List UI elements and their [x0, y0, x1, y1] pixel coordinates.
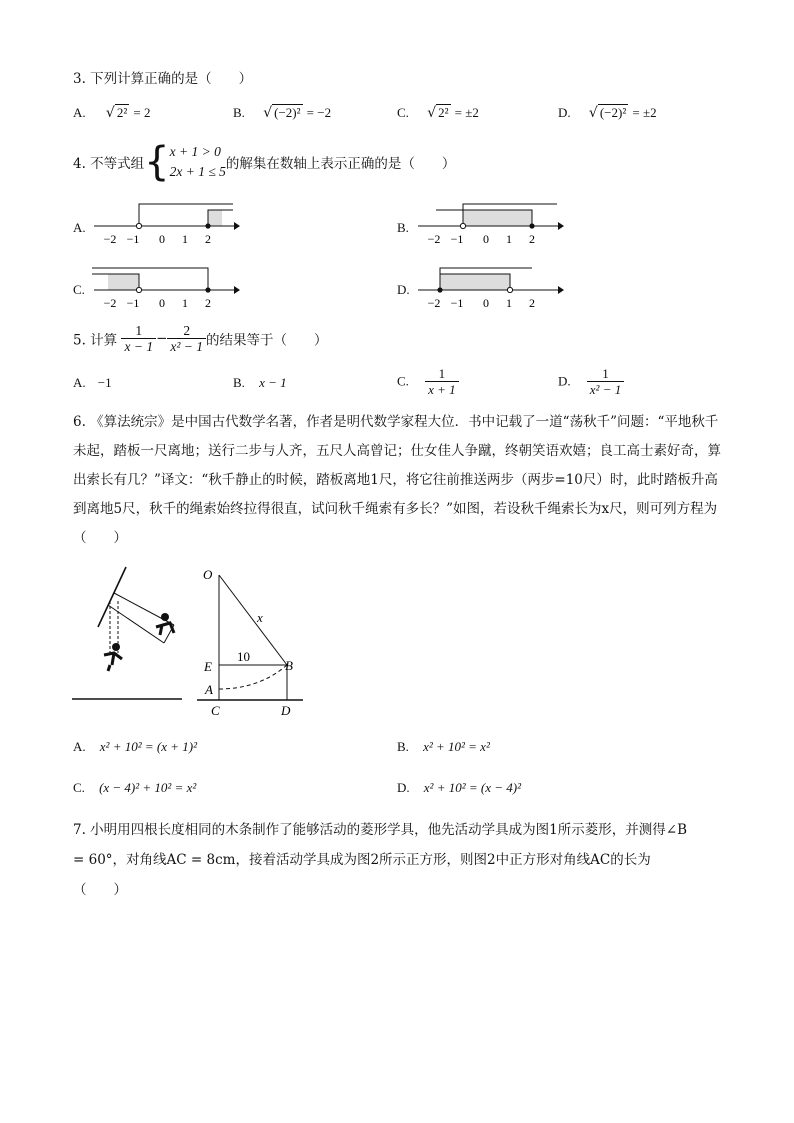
minus-sign: −: [156, 330, 168, 347]
shaded-region: [440, 274, 510, 290]
rope-line: [108, 605, 164, 643]
q5-prefix: 5. 计算: [73, 332, 118, 349]
option-label: C.: [397, 373, 409, 389]
q4-option-d-numberline[interactable]: [412, 262, 572, 314]
numerator: 1: [121, 323, 156, 339]
q4-option-d-label[interactable]: D.: [397, 282, 410, 297]
option-label: D.: [397, 780, 410, 795]
option-equation: x² + 10² = (x − 4)²: [423, 780, 521, 795]
arrow-icon: [234, 222, 240, 230]
numerator: 2: [167, 323, 206, 339]
tick-label: −1: [450, 232, 464, 246]
denominator: x² − 1: [589, 382, 622, 397]
tick-label: 2: [205, 296, 211, 310]
radical-sign: √: [427, 105, 437, 121]
tick-label: 2: [205, 232, 211, 246]
tick-label: −2: [103, 232, 117, 246]
q3-option-d[interactable]: [558, 104, 657, 121]
arrow-icon: [558, 222, 564, 230]
numerator: 1: [587, 366, 624, 382]
option-label: D.: [558, 105, 571, 120]
solid-dot: [437, 287, 442, 292]
q3-stem: 3. 下列计算正确的是（ ）: [73, 71, 253, 87]
q4-stem: [73, 139, 456, 185]
q3-option-c[interactable]: [397, 104, 479, 121]
q3-option-b[interactable]: [233, 104, 331, 121]
option-label: B.: [397, 739, 409, 754]
tick-label: 2: [529, 232, 535, 246]
tick-label: −2: [427, 296, 441, 310]
denominator: x − 1: [124, 339, 154, 354]
tick-label: 1: [182, 296, 188, 310]
radicand: (−2)²: [599, 105, 627, 120]
person-icon: [156, 623, 174, 635]
arrow-icon: [234, 286, 240, 294]
segment-OB: [219, 575, 287, 665]
shaded-region: [208, 210, 222, 226]
tick-label: 0: [159, 296, 165, 310]
q6-option-a[interactable]: [73, 739, 197, 755]
q4-option-c-label[interactable]: C.: [73, 282, 85, 297]
q5-tail: 的结果等于（ ）: [206, 332, 328, 349]
tick-label: −2: [103, 296, 117, 310]
label-x: x: [257, 610, 263, 625]
label-C: C: [211, 703, 220, 718]
option-label: B.: [233, 105, 245, 120]
radicand: 2²: [116, 105, 128, 120]
q3-option-a[interactable]: [73, 104, 150, 121]
option-label: B.: [233, 375, 245, 390]
q5-option-c[interactable]: [397, 366, 459, 397]
q6-option-b[interactable]: [397, 739, 490, 755]
shaded-region: [463, 210, 532, 226]
tick-label: 0: [483, 296, 489, 310]
option-label: A.: [73, 375, 86, 390]
q4-option-b-label[interactable]: B.: [397, 220, 409, 235]
radical-sign: √: [263, 105, 273, 121]
q5-stem: [73, 323, 328, 354]
open-dot: [460, 223, 465, 228]
tick-label: 1: [506, 232, 512, 246]
radical-sign: √: [588, 105, 598, 121]
shaded-region: [108, 274, 139, 290]
person-icon: [112, 643, 120, 651]
option-value: x − 1: [259, 375, 287, 390]
q4-option-b-numberline[interactable]: [412, 198, 572, 250]
q5-option-a[interactable]: [73, 375, 112, 391]
label-10: 10: [237, 649, 250, 664]
option-equation: (x − 4)² + 10² = x²: [99, 780, 197, 795]
option-result: = ±2: [454, 105, 479, 120]
person-icon: [104, 653, 122, 671]
swing-illustration: [70, 565, 185, 705]
denominator: x² − 1: [170, 339, 204, 354]
fraction-1: [121, 323, 156, 354]
option-label: C.: [397, 105, 409, 120]
inequality-1: x + 1 > 0: [169, 144, 221, 159]
tick-label: −1: [126, 296, 140, 310]
q6-text: 6. 《算法统宗》是中国古代数学名著，作者是明代数学家程大位．书中记载了一道“荡秋千”问题：“平地秋千未起，踏板一尺离地；送行二步与人齐，五尺人高曾记；仕女佳人争蹴，终朝笑语欢嬉；良工高士素好奇，算出索长有几？”译文：“秋千静止的时候，踏板离地1尺，将它往前推送两步（两步=10尺）时，此时踏板升高到离地5尺，秋千的绳索始终拉得很直，试问秋千绳索有多长？”如图，若设秋千绳索长为x尺，则可列方程为（ ）: [73, 414, 721, 546]
fraction: [587, 366, 624, 397]
option-equation: x² + 10² = x²: [423, 739, 490, 754]
option-label: D.: [558, 373, 571, 389]
radical-sign: √: [105, 105, 115, 121]
q7-line-3: （ ）: [73, 882, 127, 898]
option-label: A.: [73, 105, 86, 120]
q4-number: 4. 不等式组: [73, 156, 145, 172]
fraction-2: [167, 323, 206, 354]
arc-AB: [219, 665, 287, 689]
option-result: = 2: [133, 105, 151, 120]
option-label: C.: [73, 780, 85, 795]
tick-label: −2: [427, 232, 441, 246]
q4-option-c-numberline[interactable]: [88, 262, 248, 314]
arrow-icon: [558, 286, 564, 294]
open-dot: [136, 287, 141, 292]
q5-option-b[interactable]: [233, 375, 287, 391]
geometry-figure: [195, 565, 310, 720]
person-icon: [161, 613, 169, 621]
radicand: 2²: [438, 105, 449, 120]
q7-line-1: 7. 小明用四根长度相同的木条制作了能够活动的菱形学具，他先活动学具成为图1所示菱形，并测得∠B: [73, 822, 687, 838]
option-value: −1: [97, 375, 112, 390]
fraction: [425, 366, 459, 397]
solid-dot: [529, 223, 534, 228]
q4-option-a-numberline[interactable]: [88, 198, 248, 250]
tick-label: −1: [450, 296, 464, 310]
label-B: B: [285, 658, 293, 673]
label-D: D: [281, 703, 291, 718]
q5-option-d[interactable]: [558, 366, 624, 397]
inequality-2: 2x + 1 ≤ 5: [169, 164, 226, 179]
tick-label: −1: [126, 232, 140, 246]
tick-label: 1: [182, 232, 188, 246]
option-result: = ±2: [632, 105, 657, 120]
denominator: x + 1: [428, 382, 456, 397]
brace-icon: {: [144, 139, 170, 185]
q6-option-c[interactable]: [73, 780, 196, 796]
tick-label: 0: [483, 232, 489, 246]
open-dot: [507, 287, 512, 292]
option-label: A.: [73, 739, 86, 754]
q4-tail: 的解集在数轴上表示正确的是（ ）: [225, 156, 456, 172]
solid-dot: [205, 287, 210, 292]
q7-line-2: = 60°，对角线AC = 8cm，接着活动学具成为图2所示正方形，则图2中正方形对角线AC的长为: [73, 852, 651, 868]
radicand: (−2)²: [274, 105, 301, 120]
option-equation: x² + 10² = (x + 1)²: [99, 739, 197, 754]
option-result: = −2: [306, 105, 332, 120]
solid-dot: [205, 223, 210, 228]
tick-label: 1: [506, 296, 512, 310]
q4-option-a-label[interactable]: A.: [73, 220, 86, 235]
label-O: O: [203, 567, 213, 582]
open-dot: [136, 223, 141, 228]
tick-label: 2: [529, 296, 535, 310]
numerator: 1: [425, 366, 459, 382]
inequality-system: [170, 142, 226, 182]
q6-option-d[interactable]: [397, 780, 521, 796]
label-E: E: [204, 659, 212, 674]
tick-label: 0: [159, 232, 165, 246]
label-A: A: [205, 682, 213, 697]
